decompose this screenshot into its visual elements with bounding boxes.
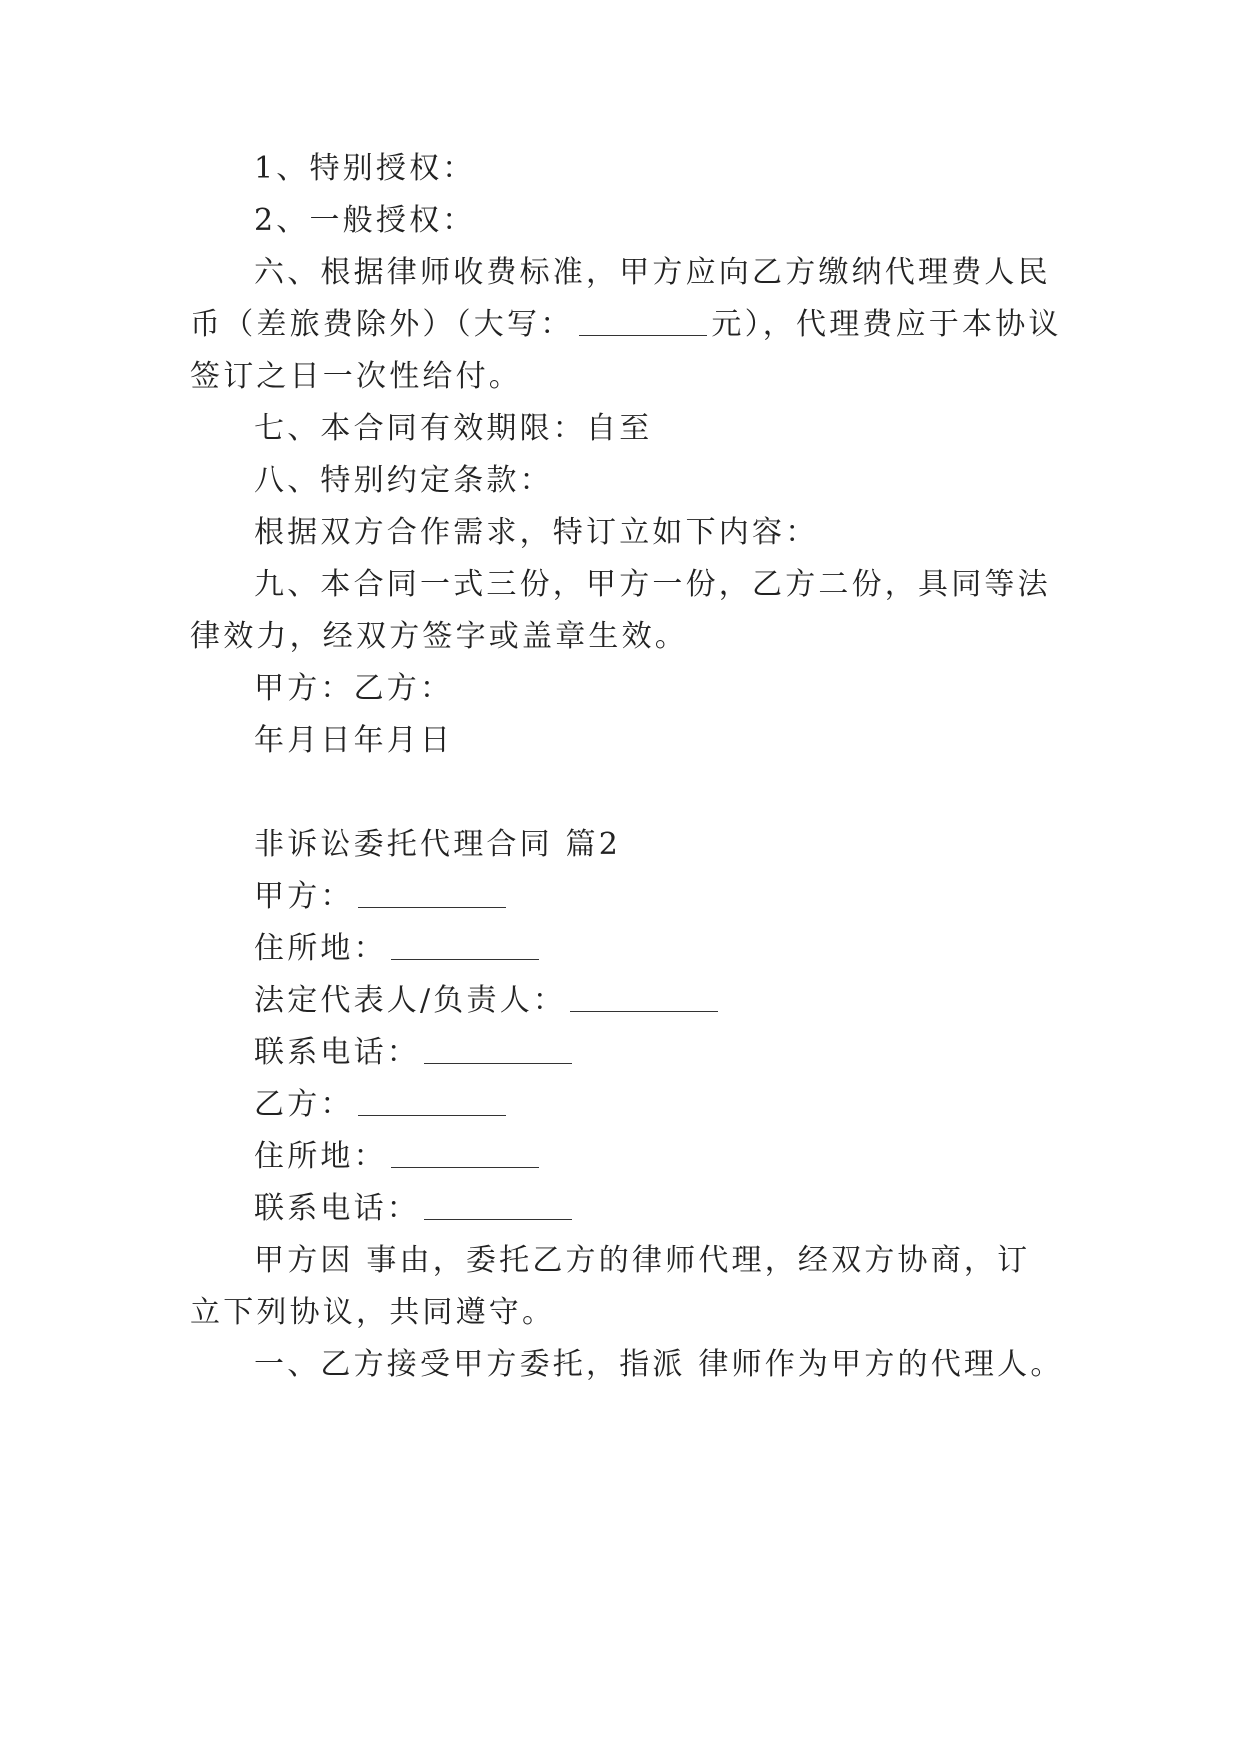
- fee-line2-text-a: 币（差旅费除外）（大写：: [190, 307, 574, 342]
- phone-a-label: 联系电话：: [254, 1035, 420, 1070]
- paragraph-general-authorization: 2、一般授权：: [254, 203, 476, 238]
- fee-line2-text-b: 元），代理费应于本协议: [711, 307, 1062, 342]
- paragraph-fee-line1: 六、根据律师收费标准，甲方应向乙方缴纳代理费人民: [254, 255, 1051, 290]
- party-b-blank: [358, 1085, 506, 1116]
- clause-one: 一、乙方接受甲方委托，指派 律师作为甲方的代理人。: [254, 1347, 1064, 1382]
- paragraph-special-terms: 八、特别约定条款：: [254, 463, 553, 498]
- address-a-field: [190, 920, 1070, 978]
- address-b-field: [190, 1128, 1070, 1186]
- paragraph-signatures: 甲方：乙方：: [254, 671, 454, 706]
- legal-rep-label: 法定代表人/负责人：: [254, 983, 567, 1018]
- paragraph-validity: 七、本合同有效期限：自至: [254, 411, 653, 446]
- intro-line1: 甲方因 事由，委托乙方的律师代理，经双方协商，订: [254, 1243, 1031, 1278]
- fee-amount-blank: [579, 305, 707, 336]
- address-a-blank: [391, 929, 539, 960]
- phone-b-blank: [424, 1189, 572, 1220]
- address-a-label: 住所地：: [254, 931, 387, 966]
- paragraph-cooperation: 根据双方合作需求，特订立如下内容：: [254, 515, 819, 550]
- paragraph-dates: 年月日年月日: [254, 723, 454, 758]
- party-b-field: [190, 1076, 1070, 1134]
- legal-rep-field: [190, 972, 1070, 1030]
- party-b-label: 乙方：: [254, 1087, 354, 1122]
- paragraph-copies-line1: 九、本合同一式三份，甲方一份，乙方二份，具同等法: [254, 567, 1051, 602]
- party-a-label: 甲方：: [254, 879, 354, 914]
- phone-b-label: 联系电话：: [254, 1191, 420, 1226]
- phone-a-field: [190, 1024, 1070, 1082]
- paragraph-fee-line3: 签订之日一次性给付。: [190, 359, 522, 394]
- address-b-label: 住所地：: [254, 1139, 387, 1174]
- phone-b-field: [190, 1180, 1070, 1238]
- party-a-field: [190, 868, 1070, 926]
- party-a-blank: [358, 877, 506, 908]
- paragraph-special-authorization: 1、特别授权：: [254, 151, 476, 186]
- legal-rep-blank: [570, 981, 718, 1012]
- address-b-blank: [391, 1137, 539, 1168]
- phone-a-blank: [424, 1033, 572, 1064]
- section2-title: 非诉讼委托代理合同 篇2: [254, 827, 622, 862]
- paragraph-fee-line2: [190, 296, 1070, 354]
- intro-line2: 立下列协议，共同遵守。: [190, 1295, 556, 1330]
- paragraph-copies-line2: 律效力，经双方签字或盖章生效。: [190, 619, 688, 654]
